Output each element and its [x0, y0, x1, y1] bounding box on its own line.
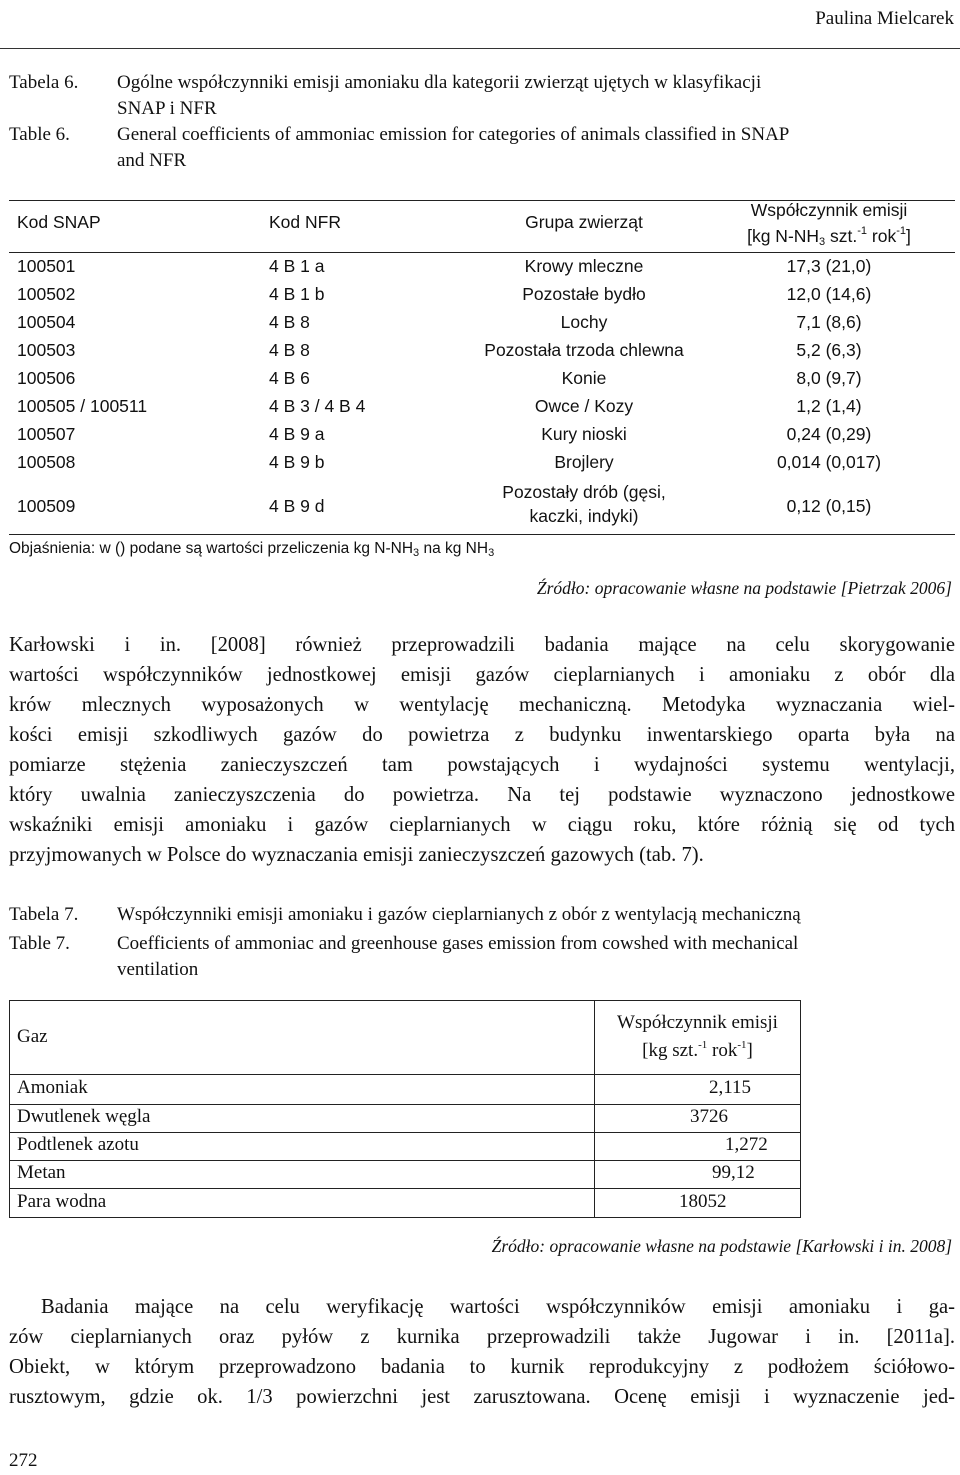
table-row-group: Konie — [561, 368, 607, 388]
paragraph-line: wskaźniki emisji amoniaku i gazów cieplarnianych w ciągu roku, które różnią się od tych — [9, 814, 955, 836]
header-grupa-zwierzat: Grupa zwierząt — [525, 212, 643, 232]
table-row-gas: Dwutlenek węgla — [17, 1106, 151, 1127]
table-row-nfr: 4 B 9 b — [269, 452, 325, 472]
table-row-snap: 100503 — [17, 340, 76, 360]
table-row-gas: Para wodna — [17, 1191, 107, 1212]
table-row-nfr: 4 B 8 — [269, 312, 310, 332]
table-row-value: 18052 — [679, 1191, 727, 1212]
table6-header-rule — [9, 252, 955, 253]
table6-title-pl-line2: SNAP i NFR — [117, 98, 217, 119]
paragraph-line: kości emisji szkodliwych gazów do powietrza z budynku inwentarskiego oparta była na — [9, 724, 955, 746]
header-gaz: Gaz — [17, 1026, 48, 1047]
table-row-group: Brojlery — [554, 452, 614, 472]
body-paragraph-2 — [9, 1292, 955, 1412]
header-wspolczynnik-unit: [kg szt.$^{-1}$ rok$^{-1}$] — [642, 1039, 753, 1061]
table-row-group: Kury nioski — [541, 424, 627, 444]
paragraph-line: przyjmowanych w Polsce do wyznaczania emisji zanieczyszczeń gazowych (tab. 7). — [9, 844, 704, 866]
table-row-group: Krowy mleczne — [524, 256, 644, 276]
paragraph-line: pomiarze stężenia zanieczyszczeń tam powstających i wydajności systemu wentylacji, — [9, 754, 955, 776]
table7-row-rule — [9, 1160, 801, 1161]
table-row-snap: 100505 / 100511 — [17, 396, 148, 416]
table7-row-rule — [9, 1132, 801, 1133]
table-row-value: 7,1 (8,6) — [796, 312, 862, 332]
table-row-value: 99,12 — [712, 1162, 755, 1183]
table-row-group: Lochy — [560, 312, 608, 332]
table-row-snap: 100504 — [17, 312, 76, 332]
table-row-nfr: 4 B 6 — [269, 368, 310, 388]
table-row-value: 0,014 (0,017) — [776, 452, 882, 472]
table-row-snap: 100502 — [17, 284, 76, 304]
paragraph-line: rusztowym, gdzie ok. 1/3 powierzchni jest zarusztowana. Ocenę emisji i wyznaczenie jed- — [9, 1386, 955, 1408]
paragraph-line: który uwalnia zanieczyszczenia do powietrza. Na tej podstawie wyznaczono jednostkowe — [9, 784, 955, 806]
table6-source: Źródło: opracowanie własne na podstawie [Pietrzak 2006] — [536, 578, 952, 598]
table6-title-en-line2: and NFR — [117, 150, 187, 171]
table-row-nfr: 4 B 9 a — [269, 424, 325, 444]
table-row-group-line2: kaczki, indyki) — [529, 506, 639, 526]
header-kod-nfr: Kod NFR — [269, 212, 341, 232]
page-number: 272 — [9, 1450, 38, 1471]
paragraph-line: zów cieplarnianych oraz pyłów z kurnika przeprowadzili także Jugowar i in. [2011a]. — [9, 1326, 955, 1348]
table7-row-rule — [9, 1188, 801, 1189]
table-row-snap: 100506 — [17, 368, 76, 388]
table6-note: Objaśnienia: w () podane są wartości przeliczenia kg $N-NH_3$ na kg $NH_3$ — [9, 540, 495, 559]
table-row-value: 17,3 (21,0) — [786, 256, 872, 276]
table7-label-pl: Tabela 7. — [9, 904, 79, 925]
table-row-value: 0,24 (0,29) — [786, 424, 872, 444]
body-paragraph-1 — [9, 630, 955, 870]
table-row-gas: Metan — [17, 1162, 66, 1183]
table-row-value: 3726 — [690, 1106, 728, 1127]
table-row-group: Pozostałe bydło — [522, 284, 646, 304]
table-row-gas: Amoniak — [17, 1077, 88, 1098]
table-row-value: 1,272 — [725, 1134, 768, 1155]
table7-header-rule — [9, 1074, 801, 1075]
table-row-nfr: 4 B 1 a — [269, 256, 325, 276]
table-row-group-line1: Pozostały drób (gęsi, — [502, 482, 666, 502]
header-rule — [0, 48, 960, 49]
table7-row-rule — [9, 1104, 801, 1105]
header-wspolczynnik-line1: Współczynnik emisji — [750, 200, 908, 220]
table-row-snap: 100508 — [17, 452, 76, 472]
paragraph-line: Karłowski i in. [2008] również przeprowadzili badania mające na celu skorygowanie — [9, 634, 955, 656]
table-row-value: 12,0 (14,6) — [786, 284, 872, 304]
table-row-value: 8,0 (9,7) — [796, 368, 862, 388]
table-row-value: 2,115 — [709, 1077, 752, 1098]
header-kod-snap: Kod SNAP — [17, 212, 101, 232]
paragraph-line: Obiekt, w którym przeprowadzono badania to kurnik reprodukcyjny z podłożem ściółowo- — [9, 1356, 955, 1378]
table-row-value: 5,2 (6,3) — [796, 340, 862, 360]
table6-caption — [9, 70, 959, 180]
table6-bottom-rule — [9, 534, 955, 535]
paragraph-line: wartości współczynników jednostkowej emisji gazów cieplarnianych i amoniaku z obór dla — [9, 664, 955, 686]
table7-source: Źródło: opracowanie własne na podstawie [Karłowski i in. 2008] — [491, 1236, 952, 1256]
table6-title-pl-line1: Ogólne współczynniki emisji amoniaku dla kategorii zwierząt ujętych w klasyfikacji — [117, 72, 762, 93]
paragraph-line: krów mlecznych wyposażonych w wentylację mechaniczną. Metodyka wyznaczania wiel- — [9, 694, 955, 716]
table-row-nfr: 4 B 8 — [269, 340, 310, 360]
table-row-group: Pozostała trzoda chlewna — [484, 340, 684, 360]
table7-label-en: Table 7. — [9, 933, 70, 954]
header-wspolczynnik-line1: Współczynnik emisji — [617, 1012, 778, 1033]
table-row-value: 1,2 (1,4) — [796, 396, 862, 416]
header-wspolczynnik-unit: [kg $N-NH_3$ szt.$^{-1}$ rok$^{-1}$] — [747, 225, 911, 248]
table-row-gas: Podtlenek azotu — [17, 1134, 139, 1155]
table-row-snap: 100507 — [17, 424, 76, 444]
paragraph-line: Badania mające na celu weryfikację wartości współczynników emisji amoniaku i ga- — [41, 1296, 955, 1318]
running-header-author: Paulina Mielcarek — [815, 8, 954, 29]
table7-caption — [9, 902, 959, 986]
table6-label-pl: Tabela 6. — [9, 72, 79, 93]
table6-label-en: Table 6. — [9, 124, 70, 145]
table-row-nfr: 4 B 9 d — [269, 496, 325, 516]
table7-title-pl: Współczynniki emisji amoniaku i gazów cieplarnianych z obór z wentylacją mechaniczną — [117, 904, 801, 925]
table6-title-en-line1: General coefficients of ammoniac emission for categories of animals classified in SNAP — [117, 124, 790, 145]
table-row-nfr: 4 B 1 b — [269, 284, 325, 304]
table7-title-en-line2: ventilation — [117, 959, 199, 980]
table-row-group: Owce / Kozy — [534, 396, 634, 416]
table-row-snap: 100509 — [17, 496, 76, 516]
table-row-nfr: 4 B 3 / 4 B 4 — [269, 396, 366, 416]
table-row-snap: 100501 — [17, 256, 76, 276]
table7-title-en-line1: Coefficients of ammoniac and greenhouse gases emission from cowshed with mechanical — [117, 933, 799, 954]
table-row-value: 0,12 (0,15) — [786, 496, 872, 516]
